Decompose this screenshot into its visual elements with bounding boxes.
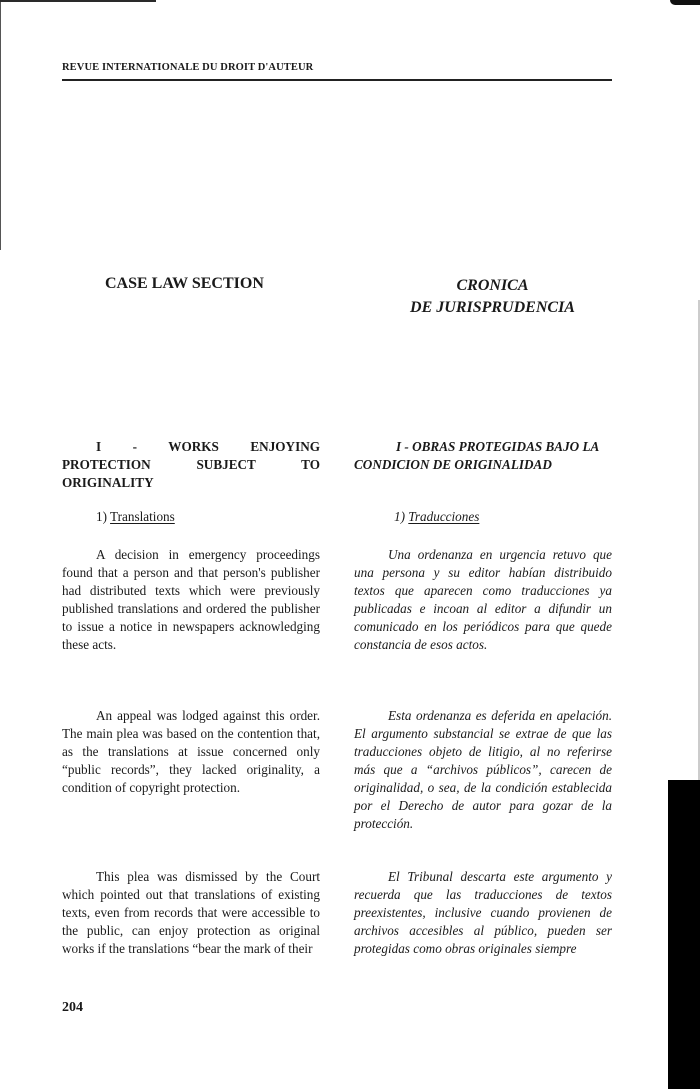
paragraph-spanish-1: Una ordenanza en urgencia retuvo que una persona y su editor habían distribuido textos que aparecen como traducciones ya publicadas e incoan al editor a difundir un comunicado en los periódicos para que quede constancia de esos actos.: [354, 547, 612, 652]
section-title-spanish-line2: DE JURISPRUDENCIA: [410, 299, 575, 316]
heading-english: [62, 438, 320, 492]
heading-spanish-text: I - OBRAS PROTEGIDAS BAJO LA CONDICION DE ORIGINALIDAD: [354, 439, 599, 472]
section-title-spanish: [350, 275, 635, 319]
heading-english-text: I - WORKS ENJOYING PROTECTION SUBJECT TO ORIGINALITY: [62, 439, 320, 490]
section-title-english: CASE LAW SECTION: [105, 275, 264, 292]
subheading-spanish-label: Traducciones: [408, 509, 480, 524]
paragraph-english-2: An appeal was lodged against this order. The main plea was based on the contention that, as the translations at issue concerned only “public records”, they lacked originality, a condition of copyright protection.: [62, 708, 320, 795]
page-number: 204: [62, 1000, 83, 1015]
paragraph-spanish-2: Esta ordenanza es deferida en apelación. El argumento substancial se extrae de que las traducciones objeto de litigio, al no referirse más que a “archivos públicos”, carecen de originalidad, o sea, de la condición establecida por el Derecho de autor para gozar de la protección.: [354, 708, 612, 831]
paragraph-spanish-3: El Tribunal descarta este argumento y recuerda que las traducciones de textos preexistentes, inclusive cuando provienen de archivos accesibles al público, pueden ser protegidas como obras originales siempre: [354, 869, 612, 956]
subheading-spanish-number: 1): [394, 509, 409, 524]
heading-spanish: [354, 438, 612, 474]
subheading-english-number: 1): [96, 509, 111, 524]
subheading-english-label: Translations: [110, 509, 175, 524]
paragraph-english-1: A decision in emergency proceedings found that a person and that person's publisher had distributed texts which were previously published translations and ordered the publisher to issue a notice in newspapers acknowledging these acts.: [62, 547, 320, 652]
subheading-english: [96, 509, 175, 525]
subheading-spanish: [394, 509, 479, 525]
scan-border-top: [0, 0, 156, 2]
scan-border-left: [0, 2, 1, 250]
paragraph-english-3: This plea was dismissed by the Court which pointed out that translations of existing texts, even from records that were accessible to the public, can enjoy protection as original works if the translations “bear the mark of their: [62, 869, 320, 956]
scan-edge-bar: [668, 780, 700, 1089]
section-title-spanish-line1: CRONICA: [456, 277, 529, 294]
scan-corner-mark: [670, 0, 700, 5]
header-rule: [62, 79, 612, 81]
running-header: REVUE INTERNATIONALE DU DROIT D'AUTEUR: [62, 62, 314, 73]
